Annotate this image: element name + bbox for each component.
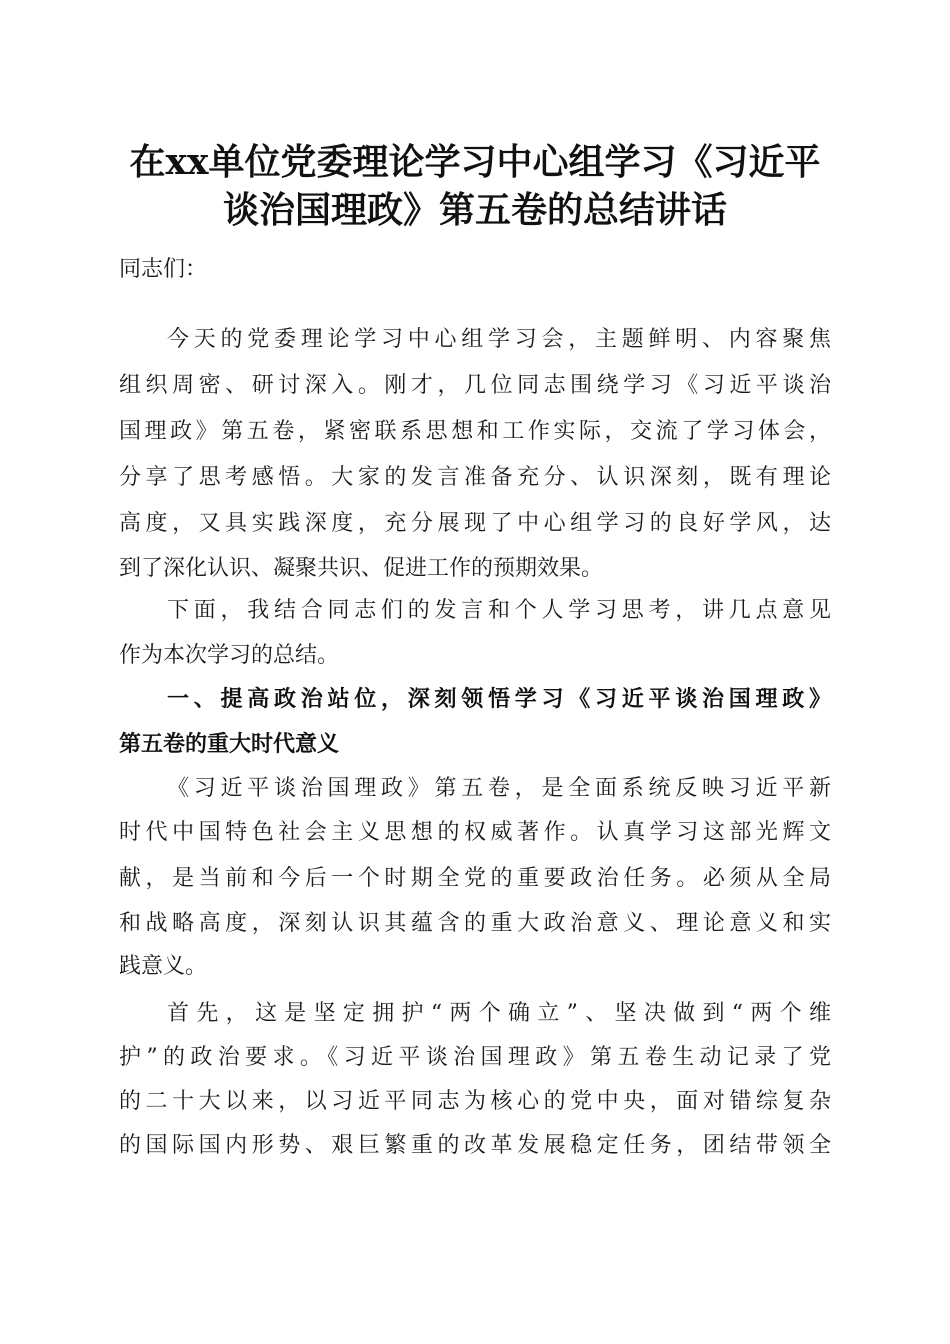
paragraph-line: 组织周密、研讨深入。刚才，几位同志围绕学习《习近平谈治 xyxy=(119,373,831,398)
paragraph-line: 今天的党委理论学习中心组学习会，主题鲜明、内容聚焦 xyxy=(167,327,831,352)
paragraph-line: 时代中国特色社会主义思想的权威著作。认真学习这部光辉文 xyxy=(119,820,831,845)
paragraph-line: 下面，我结合同志们的发言和个人学习思考，讲几点意见 xyxy=(167,598,831,623)
paragraph-line: 的二十大以来，以习近平同志为核心的党中央，面对错综复杂 xyxy=(119,1089,831,1114)
paragraph-line: 护”的政治要求。《习近平谈治国理政》第五卷生动记录了党 xyxy=(119,1045,831,1070)
paragraph-line: 到了深化认识、凝聚共识、促进工作的预期效果。 xyxy=(119,556,604,581)
paragraph-line: 献，是当前和今后一个时期全党的重要政治任务。必须从全局 xyxy=(119,866,831,891)
greeting: 同志们： xyxy=(119,257,208,282)
paragraph-line: 践意义。 xyxy=(119,954,208,979)
paragraph-line: 国理政》第五卷，紧密联系思想和工作实际，交流了学习体会， xyxy=(119,419,831,444)
paragraph-line: 和战略高度，深刻认识其蕴含的重大政治意义、理论意义和实 xyxy=(119,911,831,936)
section-heading-line: 一、提高政治站位，深刻领悟学习《习近平谈治国理政》 xyxy=(167,687,831,712)
paragraph-line: 分享了思考感悟。大家的发言准备充分、认识深刻，既有理论 xyxy=(119,465,831,490)
document-title-line-1: 在xx单位党委理论学习中心组学习《习近平 xyxy=(129,141,821,183)
paragraph-line: 高度，又具实践深度，充分展现了中心组学习的良好学风，达 xyxy=(119,511,831,536)
section-heading-line: 第五卷的重大时代意义 xyxy=(119,732,340,757)
document-title-line-2: 谈治国理政》第五卷的总结讲话 xyxy=(222,189,727,231)
paragraph-line: 《习近平谈治国理政》第五卷，是全面系统反映习近平新 xyxy=(167,776,831,801)
paragraph-line: 首先，这是坚定拥护“两个确立”、坚决做到“两个维 xyxy=(167,1001,831,1026)
paragraph-line: 的国际国内形势、艰巨繁重的改革发展稳定任务，团结带领全 xyxy=(119,1133,831,1158)
paragraph-line: 作为本次学习的总结。 xyxy=(119,643,340,668)
